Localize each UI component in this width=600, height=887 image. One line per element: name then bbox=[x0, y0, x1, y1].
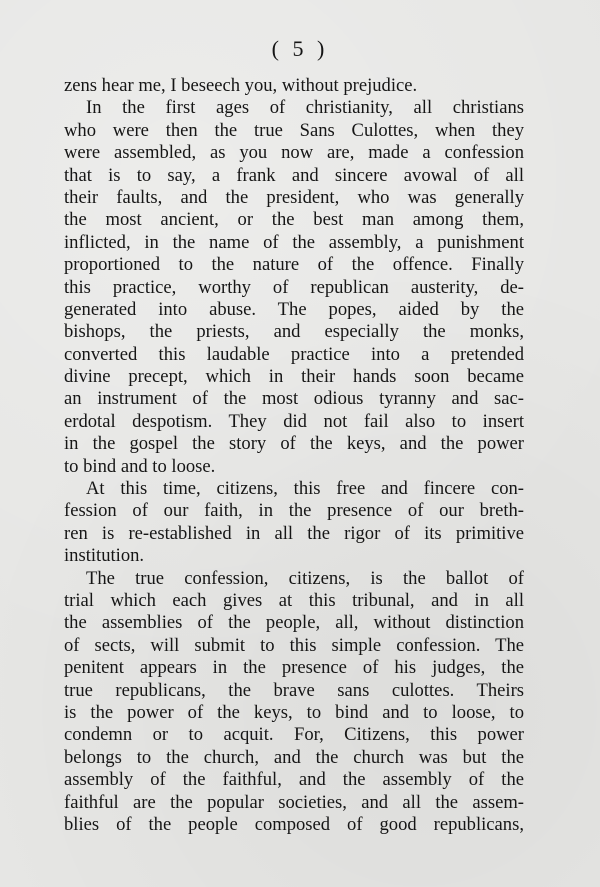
text-line: the assemblies of the people, all, without distinction bbox=[64, 612, 524, 634]
text-line: In the first ages of christianity, all christians bbox=[86, 97, 524, 119]
text-line: The true confession, citizens, is the ballot of bbox=[86, 567, 524, 589]
text-line: bishops, the priests, and especially the monks, bbox=[64, 321, 524, 343]
text-line: who were then the true Sans Culottes, when they bbox=[64, 119, 524, 141]
text-line: belongs to the church, and the church was but the bbox=[64, 746, 524, 768]
text-line: the most ancient, or the best man among them, bbox=[64, 209, 524, 231]
text-line: ren is re-established in all the rigor of its primitive bbox=[64, 522, 524, 544]
text-line: institution. bbox=[64, 545, 145, 567]
text-line: inflicted, in the name of the assembly, a punishment bbox=[64, 231, 524, 253]
text-line: blies of the people composed of good republicans, bbox=[64, 813, 524, 835]
text-line: divine precept, which in their hands soon became bbox=[64, 366, 524, 388]
text-line: this practice, worthy of republican austerity, de- bbox=[64, 276, 524, 298]
text-line: faithful are the popular societies, and all the assem- bbox=[64, 791, 524, 813]
text-line: At this time, citizens, this free and fincere con- bbox=[86, 478, 524, 500]
text-line: trial which each gives at this tribunal, and in all bbox=[64, 589, 524, 611]
text-line: penitent appears in the presence of his judges, the bbox=[64, 657, 524, 679]
text-line: fession of our faith, in the presence of our breth- bbox=[64, 500, 524, 522]
text-line: to bind and to loose. bbox=[64, 455, 216, 477]
text-line: in the gospel the story of the keys, and the power bbox=[64, 433, 524, 455]
text-line: their faults, and the president, who was generally bbox=[64, 186, 524, 208]
text-line: an instrument of the most odious tyranny and sac- bbox=[64, 388, 524, 410]
text-line: is the power of the keys, to bind and to loose, to bbox=[64, 701, 524, 723]
text-line: generated into abuse. The popes, aided by the bbox=[64, 298, 524, 320]
text-line: true republicans, the brave sans culottes. Theirs bbox=[64, 679, 524, 701]
text-line: that is to say, a frank and sincere avowal of all bbox=[64, 164, 524, 186]
text-line: converted this laudable practice into a pretended bbox=[64, 343, 524, 365]
text-line: assembly of the faithful, and the assembly of the bbox=[64, 769, 524, 791]
page-number: ( 5 ) bbox=[271, 36, 329, 61]
text-line: of sects, will submit to this simple confession. The bbox=[64, 634, 524, 656]
body-text bbox=[64, 75, 524, 836]
text-line: proportioned to the nature of the offence. Finally bbox=[64, 254, 524, 276]
text-line: zens hear me, I beseech you, without prejudice. bbox=[64, 75, 418, 96]
text-line: were assembled, as you now are, made a confession bbox=[64, 142, 524, 164]
text-line: erdotal despotism. They did not fail also to insert bbox=[64, 410, 524, 432]
text-line: condemn or to acquit. For, Citizens, this power bbox=[64, 724, 524, 746]
